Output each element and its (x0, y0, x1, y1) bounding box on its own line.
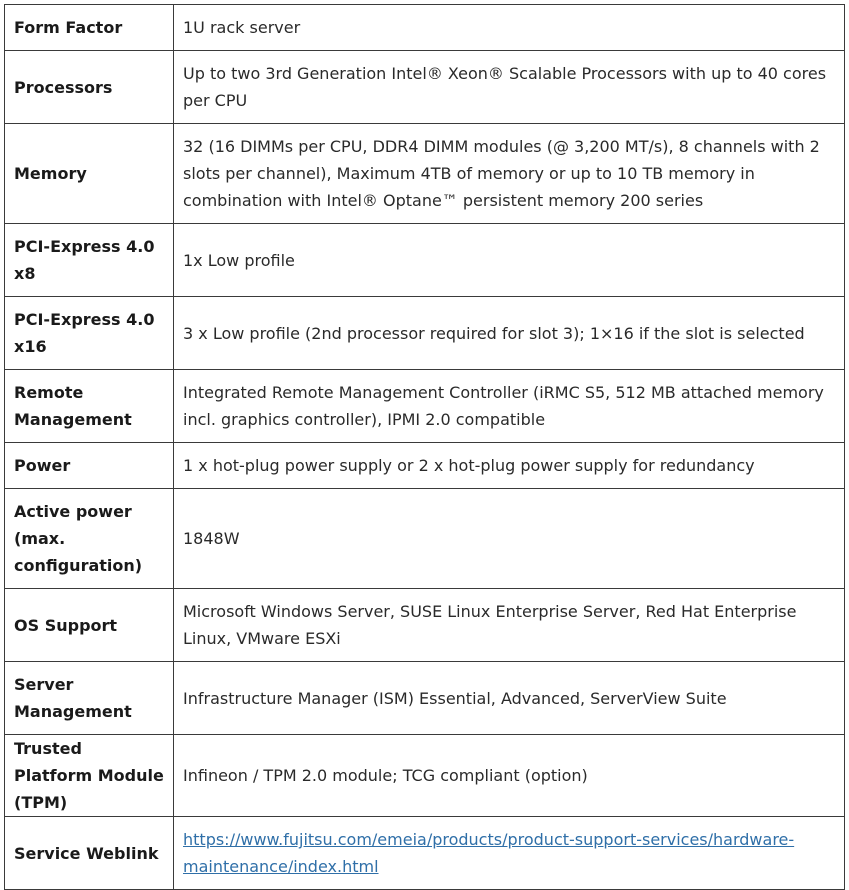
row-label: PCI-Express 4.0 x16 (5, 297, 174, 370)
row-label: OS Support (5, 589, 174, 662)
row-value: Integrated Remote Management Controller (iRMC S5, 512 MB attached memory incl. graphics controller), IPMI 2.0 compatible (174, 370, 845, 443)
table-row (5, 589, 845, 662)
table-row (5, 443, 845, 489)
table-row (5, 817, 845, 890)
table-row (5, 735, 845, 817)
row-label: Active power (max. configuration) (5, 489, 174, 589)
table-row (5, 224, 845, 297)
row-label: Processors (5, 51, 174, 124)
row-label: Server Management (5, 662, 174, 735)
row-value: 32 (16 DIMMs per CPU, DDR4 DIMM modules (@ 3,200 MT/s), 8 channels with 2 slots per channel), Maximum 4TB of memory or up to 10 TB memory in combination with Intel® Optane™ persistent memory 200 series (174, 124, 845, 224)
table-row (5, 51, 845, 124)
row-label: Form Factor (5, 5, 174, 51)
row-label: Memory (5, 124, 174, 224)
row-label: Trusted Platform Module (TPM) (5, 735, 174, 817)
row-value: 3 x Low profile (2nd processor required for slot 3); 1×16 if the slot is selected (174, 297, 845, 370)
row-value: 1x Low profile (174, 224, 845, 297)
row-value: Up to two 3rd Generation Intel® Xeon® Scalable Processors with up to 40 cores per CPU (174, 51, 845, 124)
table-row (5, 5, 845, 51)
row-value: Infrastructure Manager (ISM) Essential, Advanced, ServerView Suite (174, 662, 845, 735)
table-row (5, 124, 845, 224)
row-value: Microsoft Windows Server, SUSE Linux Enterprise Server, Red Hat Enterprise Linux, VMware ESXi (174, 589, 845, 662)
row-value: 1 x hot-plug power supply or 2 x hot-plug power supply for redundancy (174, 443, 845, 489)
row-label: Power (5, 443, 174, 489)
table-row (5, 370, 845, 443)
service-weblink[interactable]: https://www.fujitsu.com/emeia/products/product-support-services/hardware-maintenance/index.html (183, 830, 795, 876)
row-value: 1848W (174, 489, 845, 589)
row-label: Service Weblink (5, 817, 174, 890)
row-label: PCI-Express 4.0 x8 (5, 224, 174, 297)
spec-table (4, 4, 845, 890)
table-row (5, 662, 845, 735)
row-value: Infineon / TPM 2.0 module; TCG compliant (option) (174, 735, 845, 817)
table-row (5, 297, 845, 370)
row-label: Remote Management (5, 370, 174, 443)
row-value: 1U rack server (174, 5, 845, 51)
table-row (5, 489, 845, 589)
row-value (174, 817, 845, 890)
